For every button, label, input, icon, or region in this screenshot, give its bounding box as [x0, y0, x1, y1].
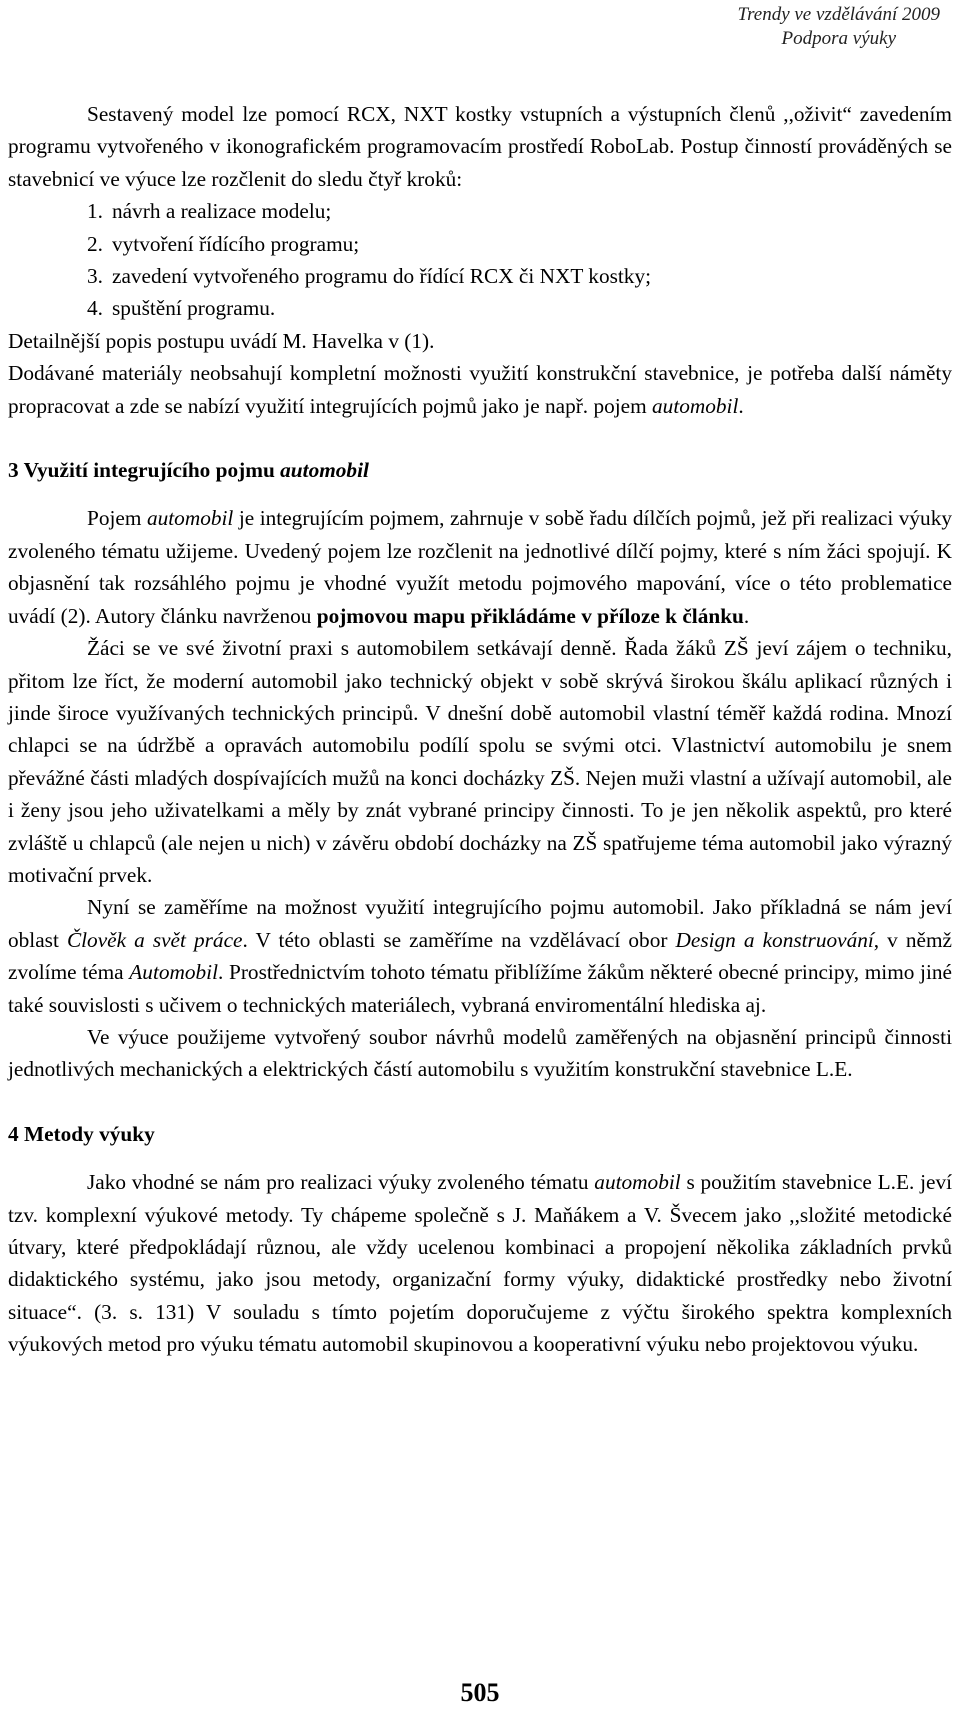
paragraph-text: . Prostřednictvím tohoto tématu přiblížíme žákům některé obecné principy, mimo jiné také souvislosti s učivem o technických materiálech, vybraná enviromentální hlediska aj. — [8, 960, 952, 1017]
list-item-number: 1. — [87, 199, 103, 224]
reference-text: Detailnější popis postupu uvádí M. Havelka v (1). — [8, 328, 435, 353]
section-3-heading-text: 3 Využití integrujícího pojmu — [8, 458, 281, 483]
list-item — [8, 195, 952, 227]
paragraph-text: Jako vhodné se nám pro realizaci výuky zvoleného tématu — [87, 1170, 595, 1195]
section-3-paragraph-4 — [8, 1021, 952, 1086]
paragraph-emphasis: pojmovou mapu přikládáme v příloze k článku — [316, 603, 744, 628]
list-item — [8, 228, 952, 260]
paragraph-text: . V této oblasti se zaměříme na vzdělávací obor — [242, 927, 676, 952]
paragraph-term: Člověk a svět práce — [66, 927, 243, 952]
steps-list — [8, 195, 952, 325]
header-title: Trendy ve vzdělávání 2009 — [737, 4, 940, 25]
section-3-paragraph-3 — [8, 891, 952, 1021]
section-3-paragraph-2 — [8, 632, 952, 891]
paragraph-term: automobil — [594, 1170, 681, 1195]
list-item-text: vytvoření řídícího programu; — [112, 231, 360, 256]
section-3-heading-term: automobil — [280, 458, 369, 483]
paragraph-text: Nyní se zaměříme na možnost využití integrujícího pojmu automobil. Jako příkladná se nám jeví oblast — [8, 895, 952, 952]
header-subtitle: Podpora výuky — [781, 28, 897, 49]
running-header — [738, 3, 940, 51]
page-number: 505 — [460, 1678, 500, 1707]
intro-paragraph — [8, 98, 952, 195]
list-item-text: spuštění programu. — [112, 296, 276, 321]
list-item — [8, 260, 952, 292]
materials-text: Dodávané materiály neobsahují kompletní možnosti využití konstrukční stavebnice, je potřeba další náměty propracovat a zde se nabízí využití integrujících pojmů jako je např. pojem — [8, 361, 952, 418]
section-3-heading — [8, 454, 952, 486]
section-4-heading: 4 Metody výuky — [8, 1121, 155, 1146]
list-item-number: 3. — [87, 264, 103, 289]
materials-paragraph — [8, 357, 952, 422]
list-item-number: 4. — [87, 296, 103, 321]
page-body — [8, 98, 952, 1361]
materials-term: automobil — [652, 393, 739, 418]
paragraph-text: s použitím stavebnice L.E. jeví tzv. komplexní výukové metody. Ty chápeme společně s J. Maňákem a V. Švecem jako ,,složité metodické útvary, které předpokládají různou, ale vždy ucelenou kombinaci a propojení několika základních prvků didaktického systému, jako jsou metody, organizační formy výuky, didaktické prostředky nebo životní situace“. (3. s. 131) V souladu s tímto pojetím doporučujeme z výčtu širokého spektra komplexních výukových metod pro výuku tématu automobil skupinovou a kooperativní výuku nebo projektovou výuku. — [8, 1170, 953, 1357]
section-3-paragraph-1 — [8, 502, 952, 632]
materials-end: . — [738, 393, 744, 418]
list-item-text: návrh a realizace modelu; — [112, 199, 332, 224]
paragraph-text: . — [743, 603, 750, 628]
paragraph-text: Pojem — [87, 506, 147, 531]
section-4-paragraph-1 — [8, 1166, 952, 1360]
list-item — [8, 292, 952, 324]
intro-paragraph-text: Sestavený model lze pomocí RCX, NXT kostky vstupních a výstupních členů ,,oživit“ zavedením programu vytvořeného v ikonografickém programovacím prostředí RoboLab. Postup činností prováděných se stavebnicí ve výuce lze rozčlenit do sledu čtyř kroků: — [8, 102, 952, 191]
paragraph-text: je integrujícím pojmem, zahrnuje v sobě řadu dílčích pojmů, jež při realizaci výuky zvoleného tématu užijeme. Uvedený pojem lze rozčlenit na jednotlivé dílčí pojmy, které s ním žáci spojují. K objasnění tak rozsáhlého pojmu je vhodné využít metodu pojmového mapování, více o této problematice uvádí (2). Autory článku navrženou — [8, 506, 952, 628]
list-item-text: zavedení vytvořeného programu do řídící RCX či NXT kostky; — [112, 264, 652, 289]
list-item-number: 2. — [87, 231, 103, 256]
paragraph-term: automobil — [146, 506, 234, 531]
paragraph-text: Žáci se ve své životní praxi s automobilem setkávají denně. Řada žáků ZŠ jeví zájem o techniku, přitom lze říct, že moderní automobil jako technický objekt v sobě skrývá širokou škálu aplikací různých i jinde široce využívaných technických principů. V dnešní době automobil vlastní téměř každá rodina. Mnozí chlapci se na údržbě a opravách automobilu podílí spolu se svými otci. Vlastnictví automobilu je snem převážné části mladých dospívajících mužů na konci docházky ZŠ. Nejen muži vlastní a užívají automobil, ale i ženy jsou jeho uživatelkami a měly by znát vybrané principy činnosti. To je jen několik aspektů, pro které zvláště u chlapců (ale nejen u nich) v závěru období docházky na ZŠ spatřujeme téma automobil jako výrazný motivační prvek. — [8, 636, 952, 887]
paragraph-text: Ve výuce použijeme vytvořený soubor návrhů modelů zaměřených na objasnění principů činnosti jednotlivých mechanických a elektrických částí automobilu s využitím konstrukční stavebnice L.E. — [8, 1024, 952, 1082]
paragraph-term: Automobil — [129, 960, 219, 985]
paragraph-text: , v němž zvolíme téma — [8, 927, 952, 985]
reference-paragraph — [8, 325, 952, 357]
paragraph-term: Design a konstruování — [675, 927, 874, 952]
